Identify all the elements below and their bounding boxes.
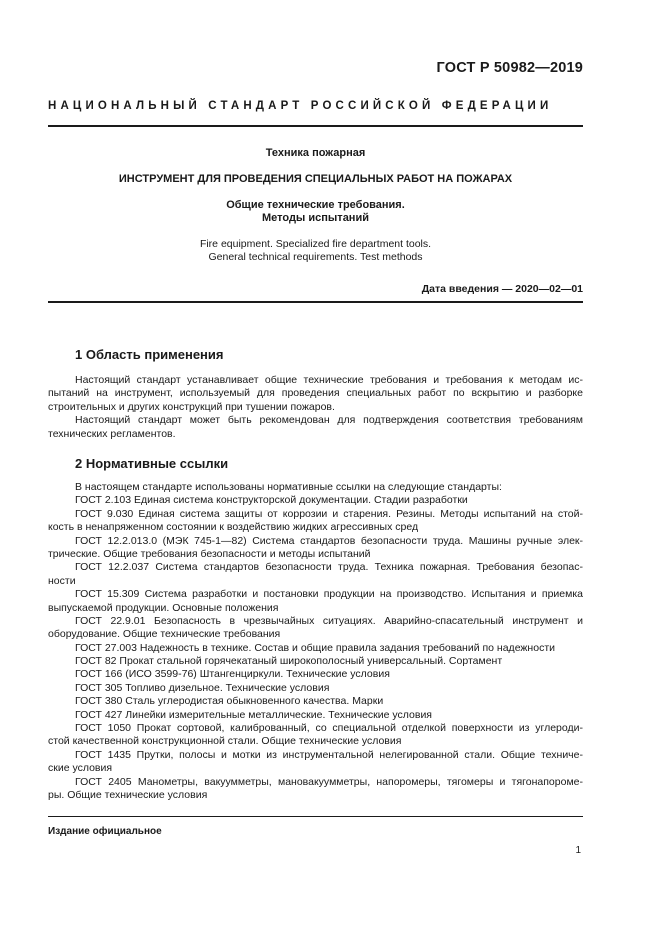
title-rule [48,301,583,303]
standard-title: ИНСТРУМЕНТ ДЛЯ ПРОВЕДЕНИЯ СПЕЦИАЛЬНЫХ РАБОТ НА ПОЖАРАХ [118,173,513,185]
paragraph-line: Настоящий стандарт устанавливает общие технические требования и требования к методам ис- [75,374,583,386]
reference-line: ГОСТ 82 Прокат стальной горячекатаный широкополосный универсальный. Сортамент [75,655,503,668]
paragraph-line: пытаний на инструмент, используемый для проведения специальных работ по вскрытию и разборке [48,387,583,400]
section1-heading: 1 Область применения [75,347,224,362]
introduction-date: Дата введения — 2020—02—01 [421,283,583,295]
reference-line: трические. Общие требования безопасности и методы испытаний [48,547,371,560]
reference-line: ГОСТ 12.2.037 Система стандартов безопасности труда. Техника пожарная. Требования безопас- [75,561,583,574]
reference-line: ГОСТ 22.9.01 Безопасность в чрезвычайных ситуациях. Аварийно-спасательный инструмент и [75,614,583,627]
official-edition-label: Издание официальное [48,826,162,837]
reference-line: ГОСТ 15.309 Система разработки и постановки продукции на производство. Испытания и приемка [75,588,583,601]
title-description-line1: Общие технические требования. [226,199,405,211]
footer-rule [48,816,583,817]
reference-line: ГОСТ 166 (ИСО 3599-76) Штангенциркули. Технические условия [75,668,390,681]
reference-line: ские условия [48,762,113,775]
paragraph-line: Настоящий стандарт может быть рекомендован для подтверждения соответствия требованиям [75,414,583,427]
reference-line: ГОСТ 380 Сталь углеродистая обыкновенного качества. Марки [75,695,384,708]
title-description-line2: Методы испытаний [262,212,369,224]
section1-body [48,374,583,441]
section2-heading: 2 Нормативные ссылки [75,456,229,471]
reference-line: стой качественной конструкционной стали. Общие технические условия [48,735,402,748]
reference-line: ГОСТ 9.030 Единая система защиты от коррозии и старения. Резины. Методы испытаний на стой- [75,507,583,520]
paragraph-line: технических регламентов. [48,427,176,440]
reference-line: ГОСТ 12.2.013.0 (МЭК 745-1—82) Система стандартов безопасности труда. Машины ручные элек- [75,534,583,547]
gost-code: ГОСТ Р 50982—2019 [436,60,583,76]
paragraph-line: строительных и других конструкций при тушении пожаров. [48,400,335,413]
reference-line: кость в ненапряженном состоянии к воздействию жидких агрессивных сред [48,521,419,534]
reference-line: ГОСТ 27.003 Надежность в технике. Состав и общие правила задания требований по надежности [75,641,555,654]
standard-subject: Техника пожарная [265,147,366,159]
header-rule [48,125,583,127]
english-title-line2: General technical requirements. Test methods [208,251,423,263]
national-standard-banner: НАЦИОНАЛЬНЫЙ СТАНДАРТ РОССИЙСКОЙ ФЕДЕРАЦИИ [48,100,553,112]
reference-line: выпускаемой продукции. Основные положения [48,601,279,614]
paragraph-line: В настоящем стандарте использованы нормативные ссылки на следующие стандарты: [75,481,502,493]
reference-line: ности [48,574,76,587]
reference-line: ры. Общие технические условия [48,788,208,801]
reference-line: ГОСТ 305 Топливо дизельное. Технические условия [75,681,330,694]
reference-line: ГОСТ 1435 Прутки, полосы и мотки из инструментальной нелегированной стали. Общие техниче- [75,748,583,761]
reference-line: ГОСТ 427 Линейки измерительные металлические. Технические условия [75,708,432,721]
reference-line: оборудование. Общие технические требования [48,628,281,641]
page-number: 1 [575,845,581,856]
reference-line: ГОСТ 1050 Прокат сортовой, калиброванный, со специальной отделкой поверхности из углероди- [75,722,583,735]
section2-body [48,481,583,802]
english-title-line1: Fire equipment. Specialized fire department tools. [199,238,432,250]
reference-line: ГОСТ 2405 Манометры, вакуумметры, мановакуумметры, напоромеры, тягомеры и тягонапороме- [75,775,583,788]
reference-line: ГОСТ 2.103 Единая система конструкторской документации. Стадии разработки [75,494,468,507]
